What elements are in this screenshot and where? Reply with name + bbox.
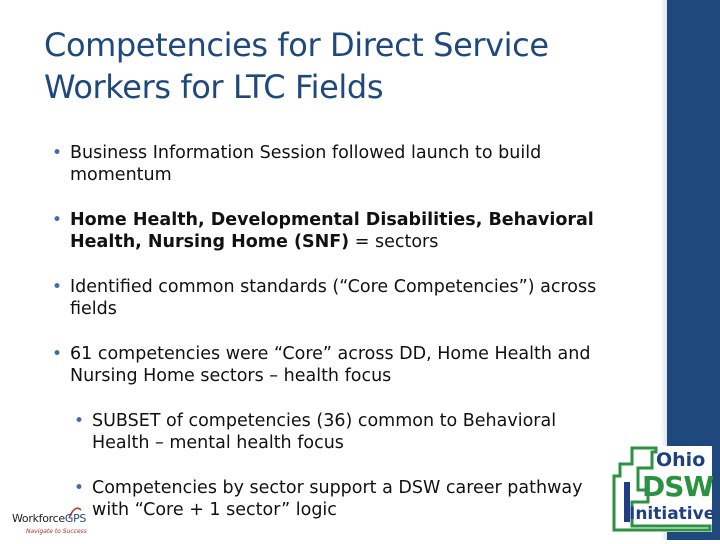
bullet-item-1 (52, 142, 612, 186)
bullet-item-3 (52, 276, 612, 320)
bullet-dot-icon: • (74, 411, 85, 431)
ohio-dsw-initiative-logo (612, 446, 716, 532)
bullet-bold-text: Home Health, Developmental Disabilities, Behavioral Health, Nursing Home (SNF) (70, 210, 594, 252)
ohio-logo-line2: DSW (642, 470, 714, 503)
bullet-dot-icon: • (52, 210, 63, 230)
slide-title: Competencies for Direct Service Workers for LTC Fields (44, 26, 549, 106)
bullet-list (52, 142, 612, 544)
bullet-text: = sectors (349, 232, 439, 252)
ohio-logo-line3: Initiative (629, 504, 716, 524)
bullet-text: Identified common standards (“Core Competencies”) across fields (70, 277, 597, 319)
bullet-item-4 (52, 343, 612, 387)
bullet-item-2 (52, 209, 612, 253)
bullet-text: Business Information Session followed launch to build momentum (70, 143, 542, 185)
bullet-dot-icon: • (52, 143, 63, 163)
sub-bullet-item-2 (74, 477, 612, 521)
workforce-gps-tagline: Navigate to Success (26, 528, 87, 535)
workforce-gps-logo (8, 506, 118, 540)
bullet-dot-icon: • (52, 277, 63, 297)
bullet-text: SUBSET of competencies (36) common to Behavioral Health – mental health focus (92, 411, 557, 453)
bullet-text: 61 competencies were “Core” across DD, Home Health and Nursing Home sectors – health focus (70, 344, 591, 386)
workforce-gps-name: WorkforceGPS (12, 512, 87, 525)
bullet-dot-icon: • (74, 478, 85, 498)
sub-bullet-item-1 (74, 410, 612, 454)
ohio-logo-line1: Ohio (656, 449, 706, 471)
bullet-text: Competencies by sector support a DSW career pathway with “Core + 1 sector” logic (92, 478, 583, 520)
bullet-dot-icon: • (52, 344, 63, 364)
